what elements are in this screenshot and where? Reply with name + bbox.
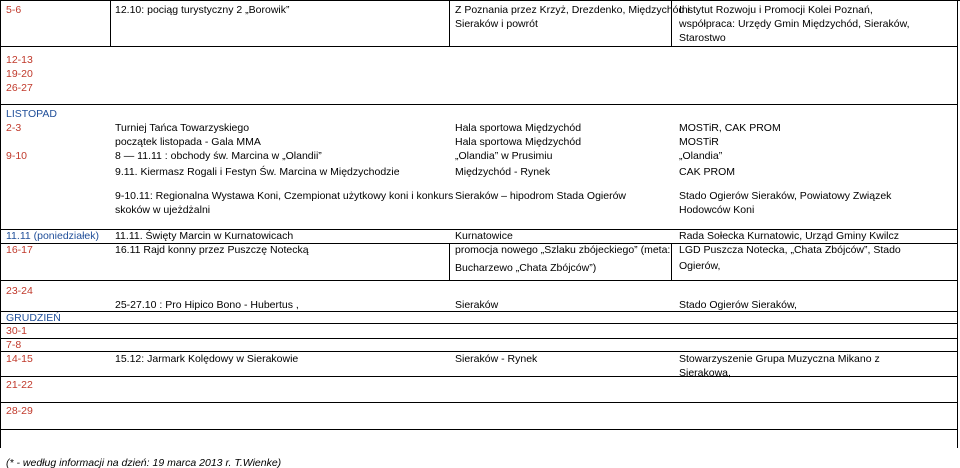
event-swiety-marcin: 11.11. Święty Marcin w Kurnatowicach bbox=[115, 230, 294, 242]
org-instytut-l3: Starostwo bbox=[679, 32, 726, 44]
place-hala-1: Hala sportowa Międzychód bbox=[455, 122, 582, 134]
place-kurnatowice: Kurnatowice bbox=[455, 230, 513, 242]
org-stado-zwiazek-l1: Stado Ogierów Sieraków, Powiatowy Związek bbox=[679, 190, 892, 202]
rule-left bbox=[0, 0, 1, 448]
org-lgd-l1: LGD Puszcza Notecka, „Chata Zbójców”, Stado bbox=[679, 244, 901, 256]
org-stado-zwiazek-l2: Hodowców Koni bbox=[679, 204, 755, 216]
rule-1617-col-org bbox=[671, 243, 672, 280]
rule-listopad bbox=[0, 104, 958, 105]
place-poznan-l1: Z Poznania przez Krzyż, Drezdenko, Międzychód i bbox=[455, 4, 690, 16]
org-mostir-cak: MOSTiR, CAK PROM bbox=[679, 122, 781, 134]
place-szlak-l1: promocja nowego „Szlaku zbójeckiego” (meta: bbox=[455, 244, 671, 256]
rule-row1-bottom bbox=[0, 46, 958, 47]
event-turniej: Turniej Tańca Towarzyskiego bbox=[115, 122, 250, 134]
event-pociag: 12.10: pociąg turystyczny 2 „Borowik” bbox=[115, 4, 290, 16]
rule-2829 bbox=[0, 402, 958, 403]
event-gala-mma: początek listopada - Gala MMA bbox=[115, 136, 261, 148]
org-mikano-l2: Sierakowa, bbox=[679, 367, 731, 379]
place-miedzychod-rynek: Międzychód - Rynek bbox=[455, 166, 551, 178]
rule-2324-top bbox=[0, 280, 958, 281]
event-jarmark: 15.12: Jarmark Kolędowy w Sierakowie bbox=[115, 353, 299, 365]
place-poznan-l2: Sieraków i powrót bbox=[455, 18, 538, 30]
rule-right bbox=[957, 0, 958, 448]
rule-col-place-top bbox=[449, 0, 450, 46]
org-rada-solecka: Rada Sołecka Kurnatowic, Urząd Gminy Kwilcz bbox=[679, 230, 899, 242]
date-28-29: 28-29 bbox=[6, 405, 33, 417]
rule-1617-col-place bbox=[449, 243, 450, 280]
date-19-20: 19-20 bbox=[6, 68, 33, 80]
place-olandia: „Olandia” w Prusimiu bbox=[455, 150, 553, 162]
org-instytut-l2: współpraca: Urzędy Gmin Międzychód, Sieraków, bbox=[679, 18, 910, 30]
place-hala-2: Hala sportowa Międzychód bbox=[455, 136, 582, 148]
date-23-24: 23-24 bbox=[6, 285, 33, 297]
org-mikano-l1: Stowarzyszenie Grupa Muzyczna Mikano z bbox=[679, 353, 880, 365]
footnote: (* - według informacji na dzień: 19 marca 2013 r. T.Wienke) bbox=[6, 457, 282, 468]
org-lgd-l2: Ogierów, bbox=[679, 260, 721, 272]
date-12-13: 12-13 bbox=[6, 54, 33, 66]
place-szlak-l2: Bucharzewo „Chata Zbójców”) bbox=[455, 262, 597, 274]
date-2-3: 2-3 bbox=[6, 122, 22, 134]
event-hubertus: 25-27.10 : Pro Hipico Bono - Hubertus , bbox=[115, 299, 299, 311]
org-olandia: „Olandia” bbox=[679, 150, 723, 162]
rule-78 bbox=[0, 338, 958, 339]
event-obchody: 8 — 11.11 : obchody św. Marcina w „Olandii” bbox=[115, 150, 322, 162]
org-instytut-l1: Instytut Rozwoju i Promocji Kolei Poznań, bbox=[679, 4, 873, 16]
month-grudzien: GRUDZIEŃ bbox=[6, 312, 61, 324]
rule-bottom bbox=[0, 429, 958, 430]
date-26-27: 26-27 bbox=[6, 82, 33, 94]
rule-301 bbox=[0, 323, 958, 324]
event-wystawa-koni-l1: 9-10.11: Regionalna Wystawa Koni, Czempionat użytkowy koni i konkurs bbox=[115, 190, 454, 202]
date-16-17: 16-17 bbox=[6, 244, 33, 256]
event-wystawa-koni-l2: skoków w ujeżdżalni bbox=[115, 204, 211, 216]
org-stado-ogierow: Stado Ogierów Sieraków, bbox=[679, 299, 797, 311]
place-hipodrom: Sieraków – hipodrom Stada Ogierów bbox=[455, 190, 627, 202]
place-sierakow-rynek: Sieraków - Rynek bbox=[455, 353, 538, 365]
date-7-8: 7-8 bbox=[6, 339, 22, 351]
date-14-15: 14-15 bbox=[6, 353, 33, 365]
rule-col-event-top bbox=[110, 0, 111, 46]
rule-2122 bbox=[0, 376, 958, 377]
org-mostir: MOSTiR bbox=[679, 136, 719, 148]
month-listopad: LISTOPAD bbox=[6, 108, 57, 120]
event-rajd-konny: 16.11 Rajd konny przez Puszczę Notecką bbox=[115, 244, 309, 256]
date-21-22: 21-22 bbox=[6, 379, 33, 391]
event-kiermasz: 9.11. Kiermasz Rogali i Festyn Św. Marcina w Międzychodzie bbox=[115, 166, 400, 178]
date-5-6: 5-6 bbox=[6, 4, 22, 16]
date-9-10: 9-10 bbox=[6, 150, 28, 162]
rule-top bbox=[0, 0, 960, 1]
date-30-1: 30-1 bbox=[6, 325, 28, 337]
date-11-11: 11.11 (poniedziałek) bbox=[6, 230, 100, 242]
place-sierakow: Sieraków bbox=[455, 299, 499, 311]
org-cak-prom: CAK PROM bbox=[679, 166, 736, 178]
